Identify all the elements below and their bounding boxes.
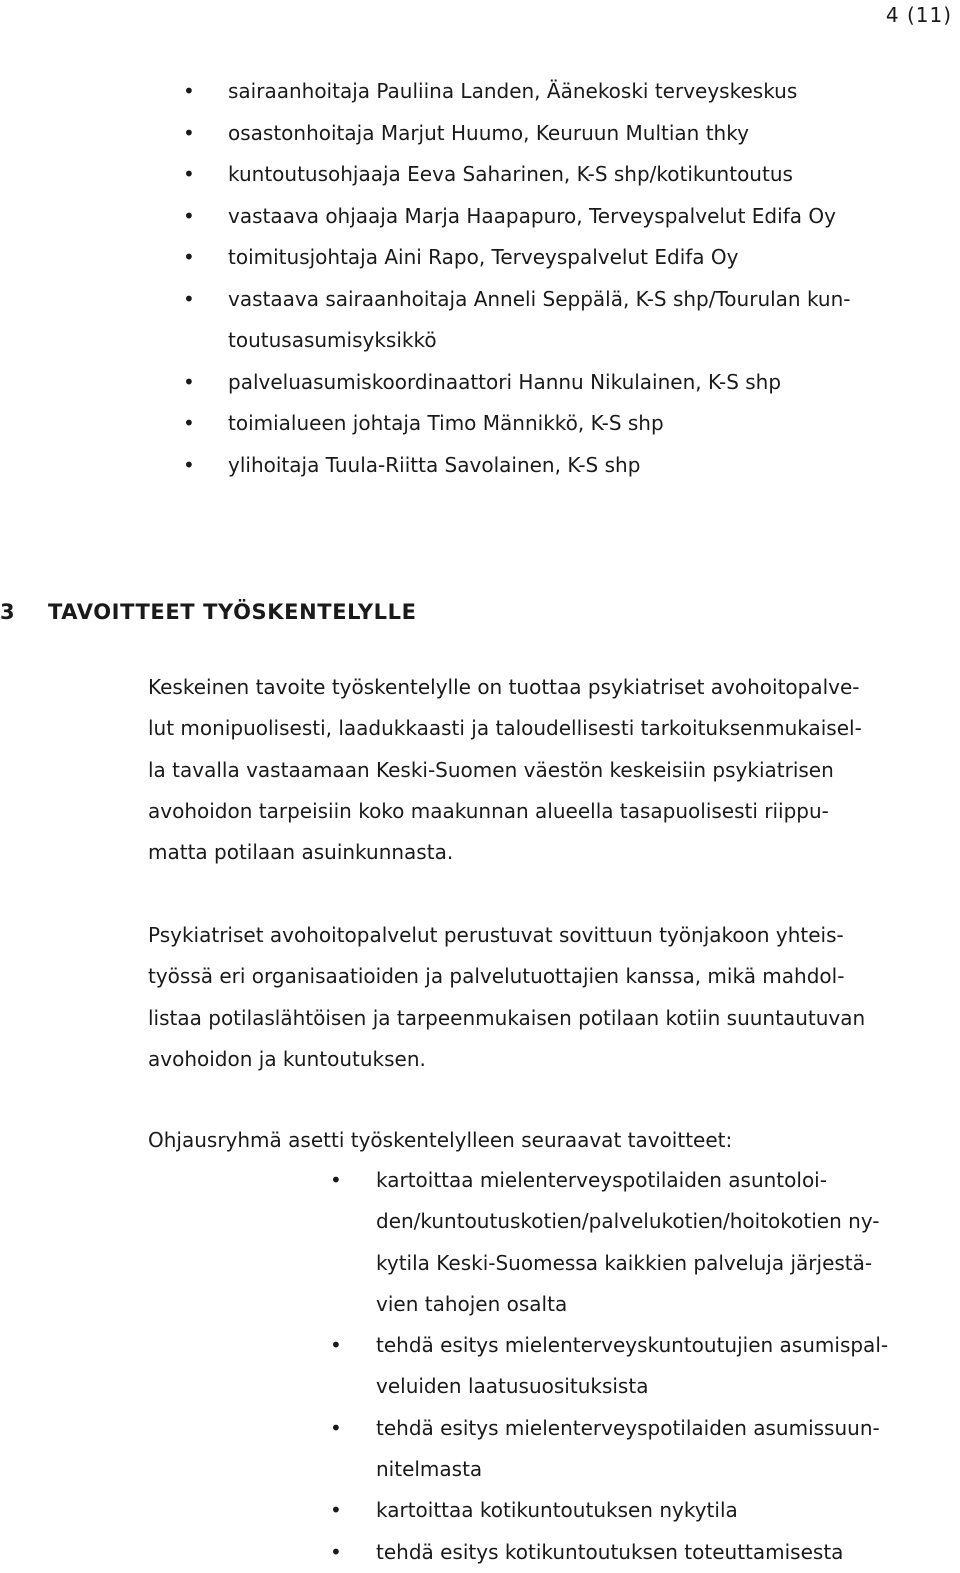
bullet-icon: • (183, 162, 195, 186)
bullet-icon: • (330, 1333, 342, 1358)
member-list-item-text-line: toimialueen johtaja Timo Männikkö, K-S shp (228, 411, 664, 435)
member-list-item (0, 113, 928, 155)
member-list-item (0, 196, 928, 238)
goal-list-item-text-line: nitelmasta (376, 1457, 483, 1482)
paragraph-text-line: Keskeinen tavoite työskentelylle on tuottaa psykiatriset avohoitopalve- (148, 675, 860, 699)
paragraph-main-goal (148, 667, 862, 873)
goal-list-item-text-line: tehdä esitys mielenterveyskuntoutujien asumispal- (376, 1333, 889, 1358)
steering-group-members-list (0, 71, 928, 486)
member-list-item-text-line: ylihoitaja Tuula-Riitta Savolainen, K-S shp (228, 452, 641, 477)
paragraph-text-line: avohoidon tarpeisiin koko maakunnan alueella tasapuolisesti riippu- (148, 798, 829, 823)
paragraph-text-line: Psykiatriset avohoitopalvelut perustuvat sovittuun työnjakoon yhteis- (148, 923, 844, 947)
section-heading (0, 596, 417, 628)
goal-list-item-text-line: kytila Keski-Suomessa kaikkien palveluja järjestä- (376, 1250, 873, 1275)
member-list-item-text-line: palveluasumiskoordinaattori Hannu Nikulainen, K-S shp (228, 369, 782, 394)
goal-list-item (0, 1160, 888, 1325)
member-list-item (0, 362, 928, 404)
bullet-icon: • (183, 369, 195, 394)
paragraph-text-line: työssä eri organisaatioiden ja palvelutuottajien kanssa, mikä mahdol- (148, 964, 845, 989)
member-list-item (0, 403, 928, 445)
bullet-icon: • (183, 452, 195, 477)
paragraph-goals-intro (148, 1120, 732, 1161)
goal-list-item-text-line: den/kuntoutuskotien/palvelukotien/hoitokotien ny- (376, 1209, 880, 1234)
member-list-item-text-line: sairaanhoitaja Pauliina Landen, Äänekoski terveyskeskus (228, 79, 798, 103)
goal-list-item-text-line: tehdä esitys kotikuntoutuksen toteuttamisesta (376, 1539, 844, 1564)
member-list-item (0, 154, 928, 196)
paragraph-text-line: lut monipuolisesti, laadukkaasti ja taloudellisesti tarkoituksenmukaisel- (148, 716, 862, 741)
bullet-icon: • (330, 1539, 342, 1564)
member-list-item-text-line: vastaava ohjaaja Marja Haapapuro, Terveyspalvelut Edifa Oy (228, 203, 836, 228)
member-list-item (0, 445, 928, 487)
bullet-icon: • (183, 79, 195, 103)
bullet-icon: • (183, 245, 195, 269)
section-title: TAVOITTEET TYÖSKENTELYLLE (48, 600, 417, 624)
bullet-icon: • (330, 1498, 342, 1523)
paragraph-text-line: listaa potilaslähtöisen ja tarpeenmukaisen potilaan kotiin suuntautuvan (148, 1005, 866, 1030)
bullet-icon: • (183, 411, 195, 435)
goal-list-item-text-line: veluiden laatusuosituksista (376, 1374, 649, 1399)
paragraph-text-line: matta potilaan asuinkunnasta. (148, 840, 454, 865)
goal-list-item-text-line: vien tahojen osalta (376, 1291, 568, 1316)
section-number: 3 (0, 600, 16, 624)
paragraph-text-line: la tavalla vastaamaan Keski-Suomen väestön keskeisiin psykiatrisen (148, 757, 834, 782)
paragraph-text-line: Ohjausryhmä asetti työskentelylleen seuraavat tavoitteet: (148, 1128, 733, 1152)
bullet-icon: • (183, 203, 195, 228)
goals-list (0, 1160, 888, 1573)
member-list-item (0, 237, 928, 279)
member-list-item-text-line: vastaava sairaanhoitaja Anneli Seppälä, K-S shp/Tourulan kun- (228, 286, 851, 311)
goal-list-item-text-line: kartoittaa kotikuntoutuksen nykytila (376, 1498, 738, 1523)
member-list-item-text-line: toutusasumisyksikkö (228, 328, 437, 352)
member-list-item (0, 71, 928, 113)
paragraph-text-line: avohoidon ja kuntoutuksen. (148, 1046, 426, 1071)
page-number: 4 (11) (885, 3, 952, 27)
bullet-icon: • (183, 286, 195, 311)
goal-list-item (0, 1490, 888, 1531)
bullet-icon: • (330, 1415, 342, 1440)
paragraph-collaboration (148, 915, 865, 1080)
goal-list-item-text-line: tehdä esitys mielenterveyspotilaiden asumissuun- (376, 1415, 880, 1440)
member-list-item (0, 279, 928, 362)
bullet-icon: • (183, 120, 195, 145)
goal-list-item (0, 1408, 888, 1491)
goal-list-item (0, 1532, 888, 1573)
goal-list-item-text-line: kartoittaa mielenterveyspotilaiden asuntoloi- (376, 1168, 827, 1192)
goal-list-item (0, 1325, 888, 1408)
member-list-item-text-line: toimitusjohtaja Aini Rapo, Terveyspalvelut Edifa Oy (228, 245, 739, 269)
member-list-item-text-line: kuntoutusohjaaja Eeva Saharinen, K-S shp/kotikuntoutus (228, 162, 793, 186)
bullet-icon: • (330, 1168, 342, 1192)
member-list-item-text-line: osastonhoitaja Marjut Huumo, Keuruun Multian thky (228, 120, 749, 145)
